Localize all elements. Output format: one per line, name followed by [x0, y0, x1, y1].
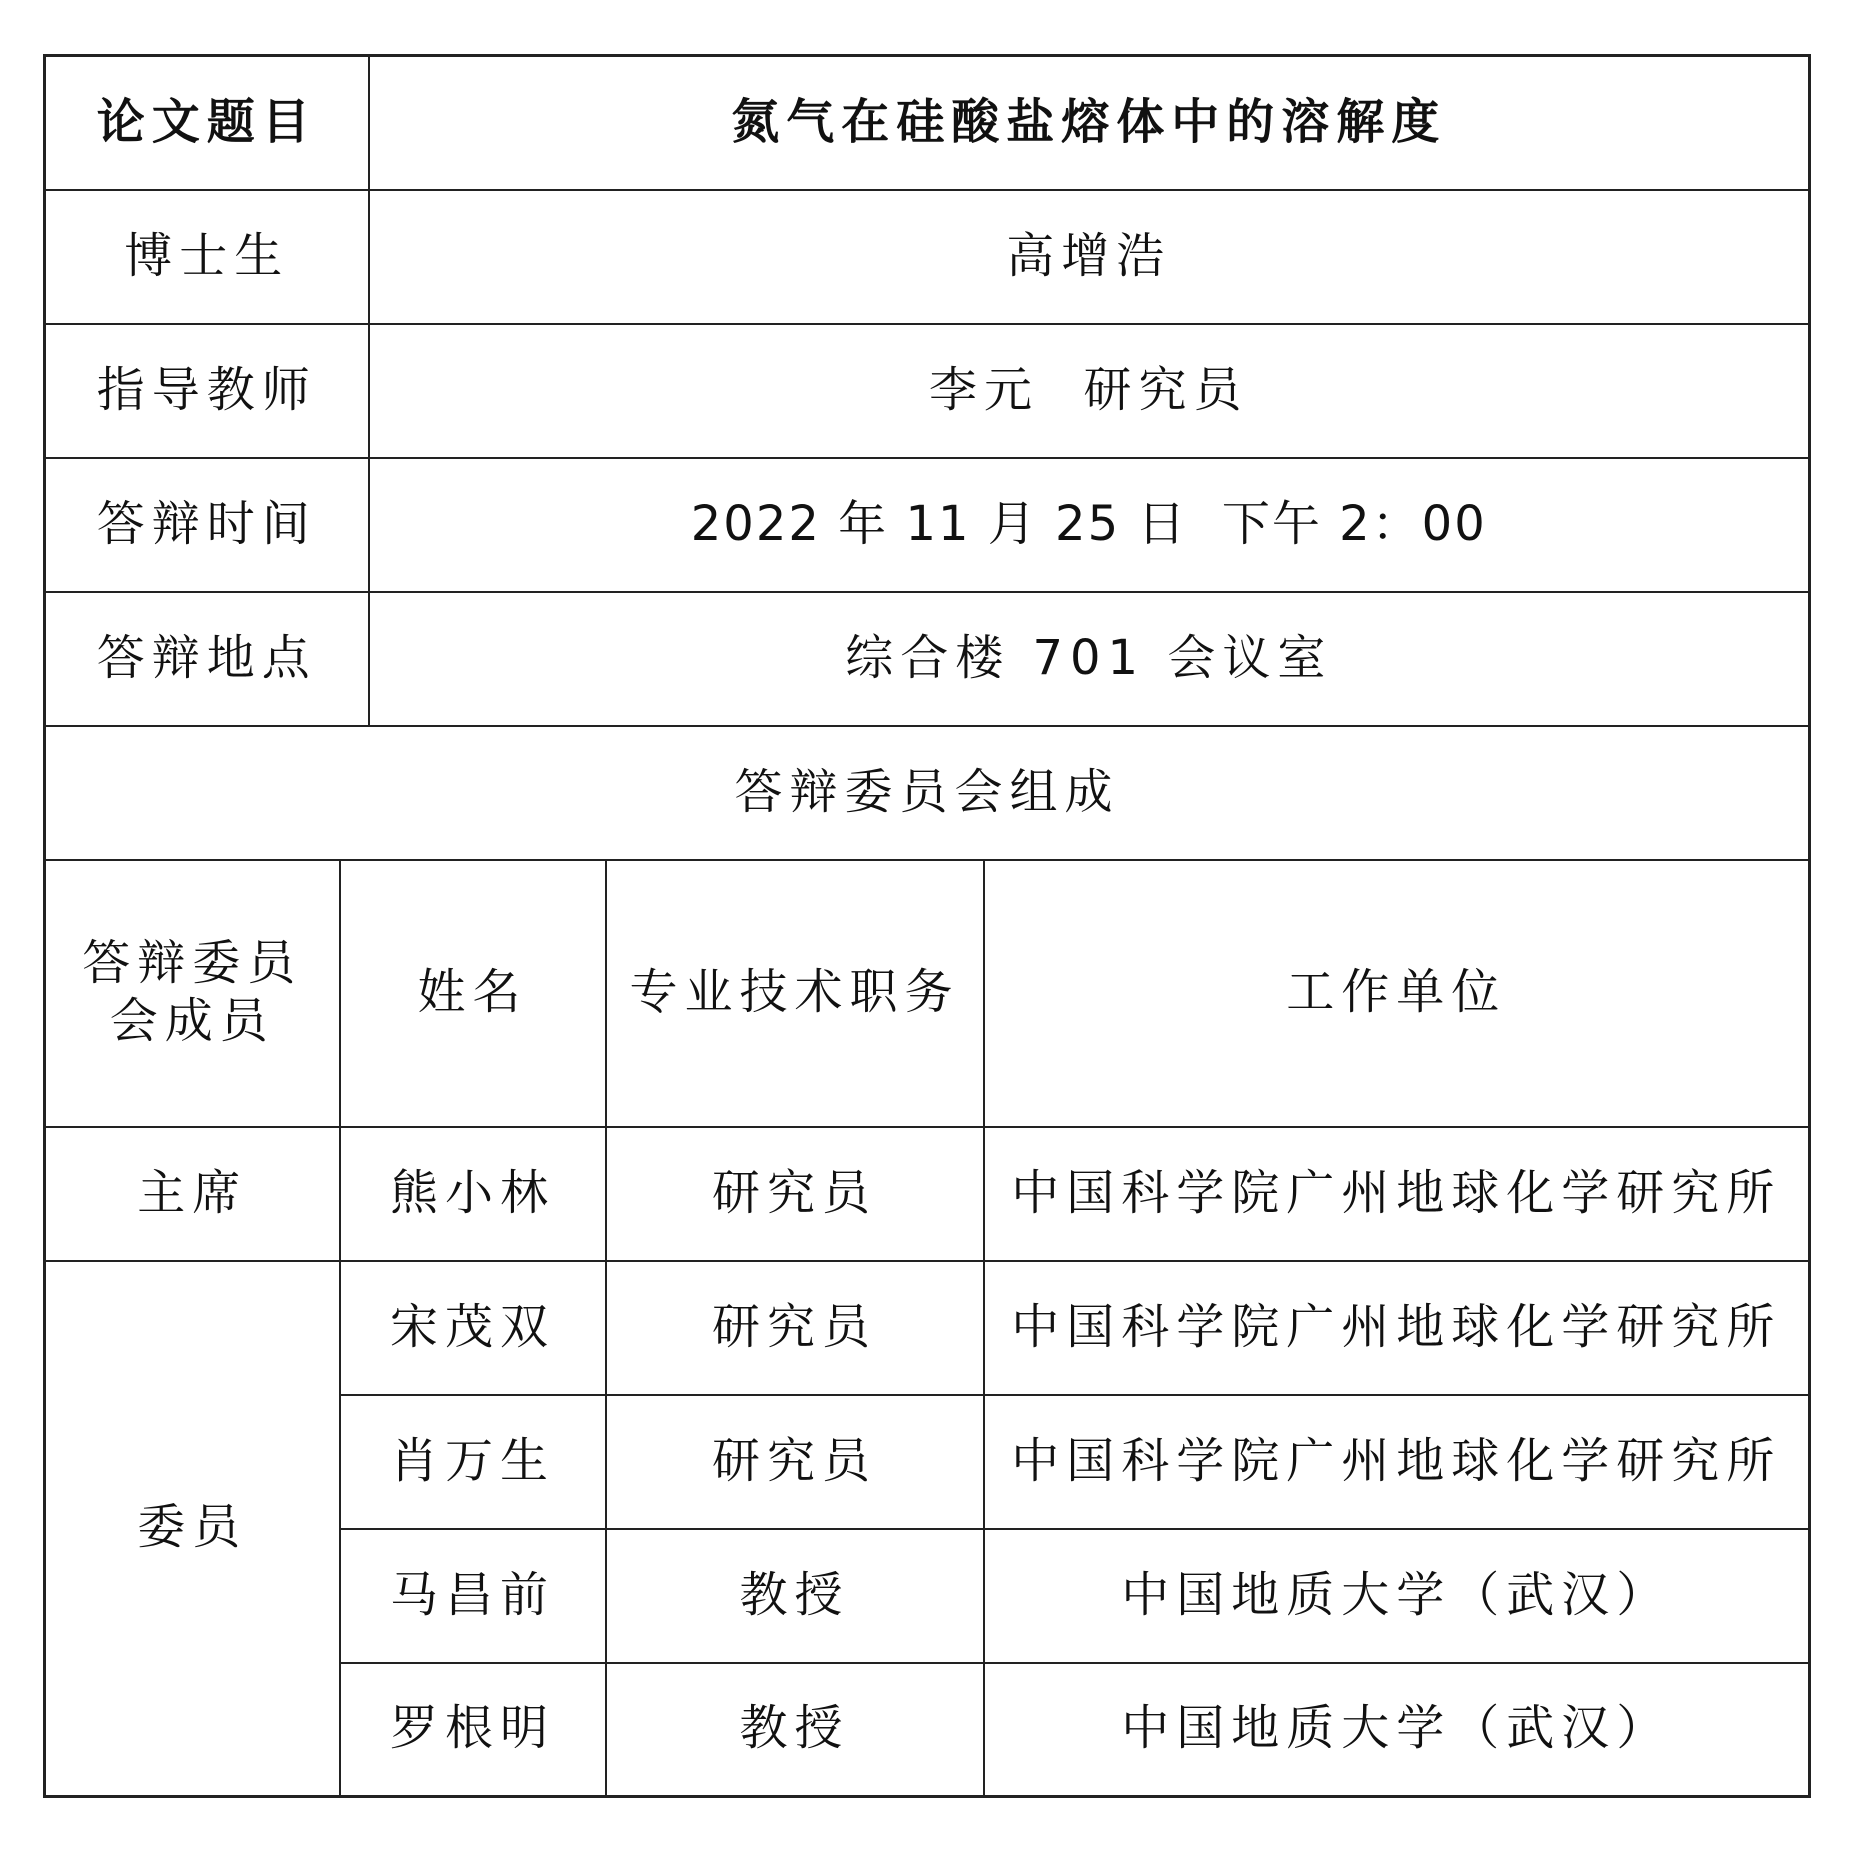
topic-value: 氮气在硅酸盐熔体中的溶解度 — [369, 56, 1810, 190]
time-value: 2022 年 11 月 25 日 下午 2：00 — [369, 458, 1810, 592]
member-position: 研究员 — [606, 1395, 984, 1529]
member-header-line1: 答辩委员 — [82, 935, 303, 992]
member-header-line2: 会成员 — [109, 993, 275, 1049]
member-name: 罗根明 — [340, 1663, 606, 1797]
member-affiliation: 中国地质大学（武汉） — [984, 1663, 1810, 1797]
name-header: 姓名 — [340, 860, 606, 1127]
member-name: 肖万生 — [340, 1395, 606, 1529]
chair-role: 主席 — [45, 1127, 340, 1261]
member-affiliation: 中国科学院广州地球化学研究所 — [984, 1395, 1810, 1529]
committee-header-row — [45, 860, 1810, 1127]
place-value: 综合楼 701 会议室 — [369, 592, 1810, 726]
member-name: 马昌前 — [340, 1529, 606, 1663]
student-row — [45, 190, 1810, 324]
member-position: 教授 — [606, 1529, 984, 1663]
defense-info-table — [43, 54, 1811, 1798]
topic-row — [45, 56, 1810, 190]
topic-label: 论文题目 — [45, 56, 369, 190]
advisor-label: 指导教师 — [45, 324, 369, 458]
member-header — [45, 860, 340, 1127]
chair-position: 研究员 — [606, 1127, 984, 1261]
place-label: 答辩地点 — [45, 592, 369, 726]
committee-title-row — [45, 726, 1810, 860]
advisor-row — [45, 324, 1810, 458]
member-row — [45, 1261, 1810, 1395]
chair-affiliation: 中国科学院广州地球化学研究所 — [984, 1127, 1810, 1261]
chair-name: 熊小林 — [340, 1127, 606, 1261]
time-label: 答辩时间 — [45, 458, 369, 592]
place-row — [45, 592, 1810, 726]
member-affiliation: 中国科学院广州地球化学研究所 — [984, 1261, 1810, 1395]
student-label: 博士生 — [45, 190, 369, 324]
affiliation-header: 工作单位 — [984, 860, 1810, 1127]
time-row — [45, 458, 1810, 592]
chair-row — [45, 1127, 1810, 1261]
member-name: 宋茂双 — [340, 1261, 606, 1395]
member-position: 教授 — [606, 1663, 984, 1797]
member-affiliation: 中国地质大学（武汉） — [984, 1529, 1810, 1663]
student-value: 高增浩 — [369, 190, 1810, 324]
committee-title: 答辩委员会组成 — [45, 726, 1810, 860]
member-role: 委员 — [45, 1261, 340, 1797]
member-position: 研究员 — [606, 1261, 984, 1395]
position-header: 专业技术职务 — [606, 860, 984, 1127]
advisor-value: 李元 研究员 — [369, 324, 1810, 458]
